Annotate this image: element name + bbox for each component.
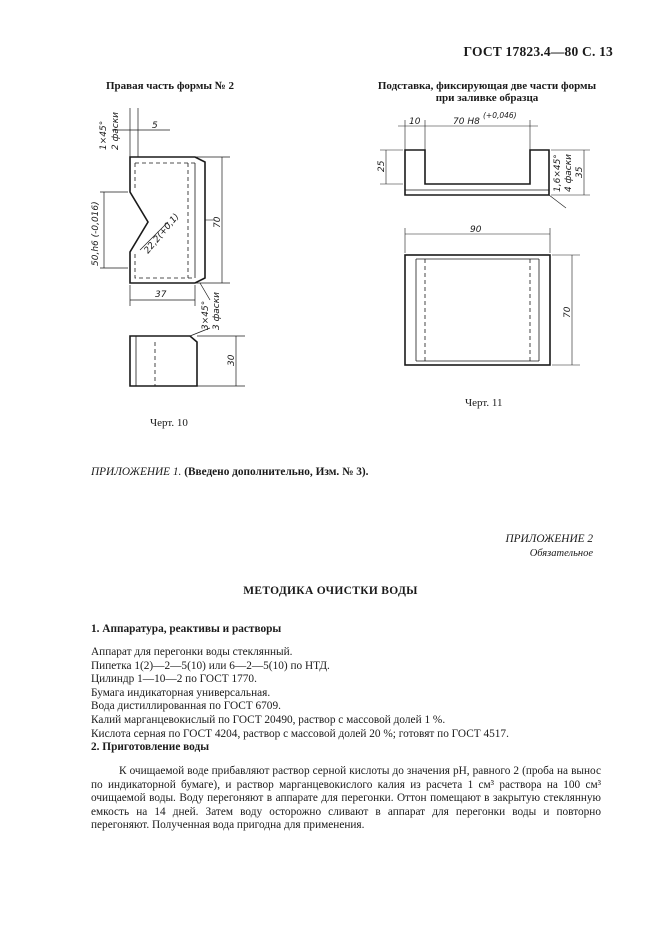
fig11-title-line1: Подставка, фиксирующая две части формы bbox=[377, 80, 597, 92]
dim-30: 30 bbox=[227, 354, 237, 366]
fig10-title: Правая часть формы № 2 bbox=[105, 80, 235, 92]
list-item: Кислота серная по ГОСТ 4204, раствор с массовой долей 20 %; готовят по ГОСТ 4517. bbox=[91, 727, 509, 740]
appendix1-note bbox=[91, 466, 369, 480]
dim-chamfer-top: 1×45° bbox=[99, 120, 109, 150]
dim-chamfer-fig11: 1,6×45° bbox=[553, 154, 563, 192]
dim-70-fig10: 70 bbox=[213, 216, 223, 228]
dim-25: 25 bbox=[377, 160, 387, 172]
appendix2-status: Обязательное bbox=[529, 547, 593, 559]
fig11-title-line2: при заливке образца bbox=[435, 92, 539, 104]
section2-paragraph: К очищаемой воде прибавляют раствор серной кислоты до значения pH, равного 2 (проба на вынос по индикаторной бумаге), и раствор марганцевокислого калия из расчета 1 см³ раствора на 100 см³ очищаемой воды. Воду перегоняют в аппарате для перегонки. Оттон помещают в закрытую стеклянную емкость на 14 дней. Затем воду осторожно сливают в аппарат для перегонки воды и повторно перегоняют. Полученная вода пригодна для применения. bbox=[91, 765, 601, 832]
dim-tol: (+0,046) bbox=[483, 111, 517, 120]
dim-chamfer-bot: 3×45° bbox=[201, 300, 211, 330]
list-item: Цилиндр 1—10—2 по ГОСТ 1770. bbox=[91, 673, 257, 686]
dim-90: 90 bbox=[470, 225, 482, 235]
fig11-plan-view bbox=[405, 228, 580, 365]
section1-list bbox=[91, 646, 601, 741]
list-item: Калий марганцевокислый по ГОСТ 20490, раствор с массовой долей 1 %. bbox=[91, 713, 446, 726]
method-title: МЕТОДИКА ОЧИСТКИ ВОДЫ bbox=[243, 585, 418, 597]
dim-70-fig11: 70 bbox=[563, 306, 573, 318]
appendix2-label: ПРИЛОЖЕНИЕ 2 bbox=[505, 533, 593, 545]
dim-chamfer-fig11-count: 4 фаски bbox=[564, 153, 574, 192]
fig10-label: Черт. 10 bbox=[150, 417, 188, 429]
list-item: Бумага индикаторная универсальная. bbox=[91, 686, 271, 699]
appendix2-block bbox=[505, 533, 593, 560]
technical-drawings bbox=[0, 0, 661, 430]
list-item: Вода дистиллированная по ГОСТ 6709. bbox=[91, 700, 281, 713]
section2-heading: 2. Приготовление воды bbox=[91, 741, 210, 753]
dim-70h8: 70 H8 bbox=[453, 117, 480, 127]
appendix1-label: ПРИЛОЖЕНИЕ 1. bbox=[91, 466, 182, 478]
list-item: Пипетка 1(2)—2—5(10) или 6—2—5(10) по НТД. bbox=[91, 659, 330, 672]
appendix1-text: (Введено дополнительно, Изм. № 3). bbox=[184, 466, 369, 478]
dim-chamfer-top-count: 2 фаски bbox=[111, 111, 121, 150]
dim-35: 35 bbox=[575, 166, 585, 178]
list-item: Аппарат для перегонки воды стеклянный. bbox=[91, 646, 293, 658]
dim-22-2: 22,2(+0,1) bbox=[142, 212, 182, 256]
dim-10: 10 bbox=[409, 117, 421, 127]
dim-50h6: 50,h6 (-0,016) bbox=[91, 201, 101, 266]
page-header: ГОСТ 17823.4—80 С. 13 bbox=[463, 44, 613, 59]
dim-37: 37 bbox=[155, 290, 167, 300]
dim-chamfer-bot-count: 3 фаски bbox=[212, 291, 222, 330]
fig11-label: Черт. 11 bbox=[465, 397, 503, 409]
dim-5: 5 bbox=[152, 121, 158, 131]
section1-heading: 1. Аппаратура, реактивы и растворы bbox=[91, 623, 282, 635]
